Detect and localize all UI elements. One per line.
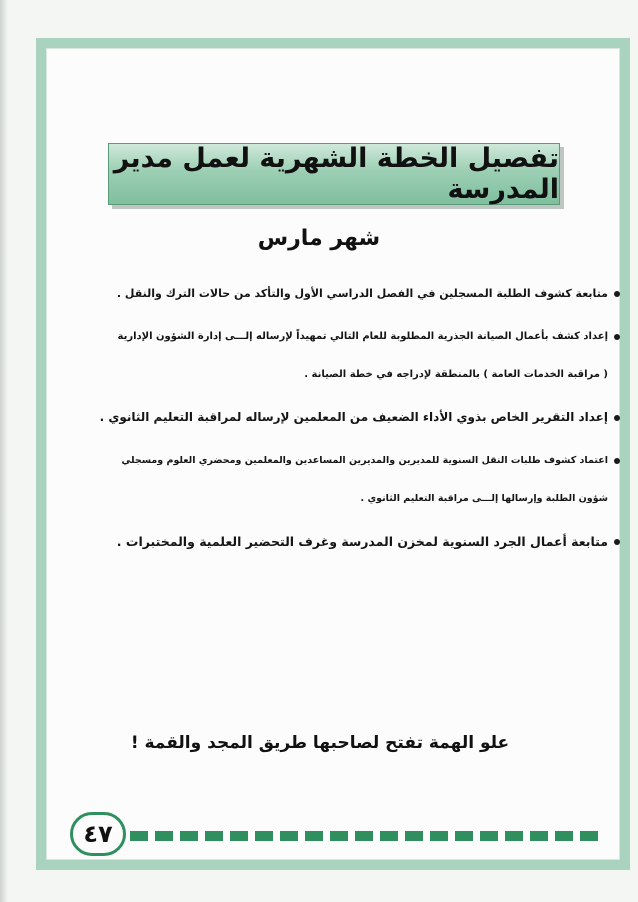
dash-segment [255, 831, 273, 841]
bullet-icon [614, 334, 620, 340]
dash-segment [155, 831, 173, 841]
task-list [100, 283, 620, 574]
list-item-text: إعداد التقرير الخاص بذوي الأداء الضعيف من المعلمين لإرساله لمراقبة التعليم الثانوي . [99, 410, 608, 424]
page-number: ٤٧ [83, 820, 113, 848]
dash-segment [305, 831, 323, 841]
page-number-badge [70, 812, 126, 856]
motto-quote: علو الهمة تفتح لصاحبها طريق المجد والقمة ! [130, 733, 510, 753]
title-banner [108, 143, 560, 205]
dash-segment [280, 831, 298, 841]
page-title: تفصيل الخطة الشهرية لعمل مدير المدرسة [113, 143, 559, 205]
book-spine-shadow [0, 0, 8, 902]
bullet-icon [614, 539, 620, 545]
bullet-icon [614, 291, 620, 297]
list-item [100, 450, 620, 509]
dash-segment [180, 831, 198, 841]
dash-segment [355, 831, 373, 841]
dash-segment [380, 831, 398, 841]
dash-segment [330, 831, 348, 841]
bullet-icon [614, 458, 620, 464]
list-item [100, 531, 620, 552]
list-item-text: متابعة أعمال الجرد السنوية لمخزن المدرسة وغرف التحضير العلمية والمختبرات . [116, 534, 608, 549]
dash-segment [480, 831, 498, 841]
decorative-dash-bar [130, 831, 600, 841]
dash-segment [505, 831, 523, 841]
list-item-text-continued: ( مراقبة الخدمات العامة ) بالمنطقة لإدراجه في خطة الصيانة . [304, 369, 608, 380]
list-item-text: إعداد كشف بأعمال الصيانة الجذرية المطلوبة للعام التالي تمهيداً لإرساله إلـــى إدارة الشؤون الإدارية [117, 331, 608, 342]
dash-segment [530, 831, 548, 841]
list-item [100, 283, 620, 304]
list-item-text-continued: شؤون الطلبة وإرسالها إلـــى مراقبة التعليم الثانوي . [360, 493, 608, 504]
dash-segment [205, 831, 223, 841]
list-item [100, 407, 620, 428]
dash-segment [430, 831, 448, 841]
dash-segment [130, 831, 148, 841]
dash-segment [455, 831, 473, 841]
bullet-icon [614, 415, 620, 421]
list-item [100, 326, 620, 385]
list-item-text: متابعة كشوف الطلبة المسجلين في الفصل الدراسي الأول والتأكد من حالات الترك والنقل . [116, 287, 608, 300]
dash-segment [580, 831, 598, 841]
dash-segment [230, 831, 248, 841]
dash-segment [405, 831, 423, 841]
list-item-text: اعتماد كشوف طلبات النقل السنوية للمديرين والمديرين المساعدين والمعلمين ومحضري العلوم ومسجلي [121, 455, 608, 466]
dash-segment [555, 831, 573, 841]
month-heading: شهر مارس [257, 226, 381, 251]
